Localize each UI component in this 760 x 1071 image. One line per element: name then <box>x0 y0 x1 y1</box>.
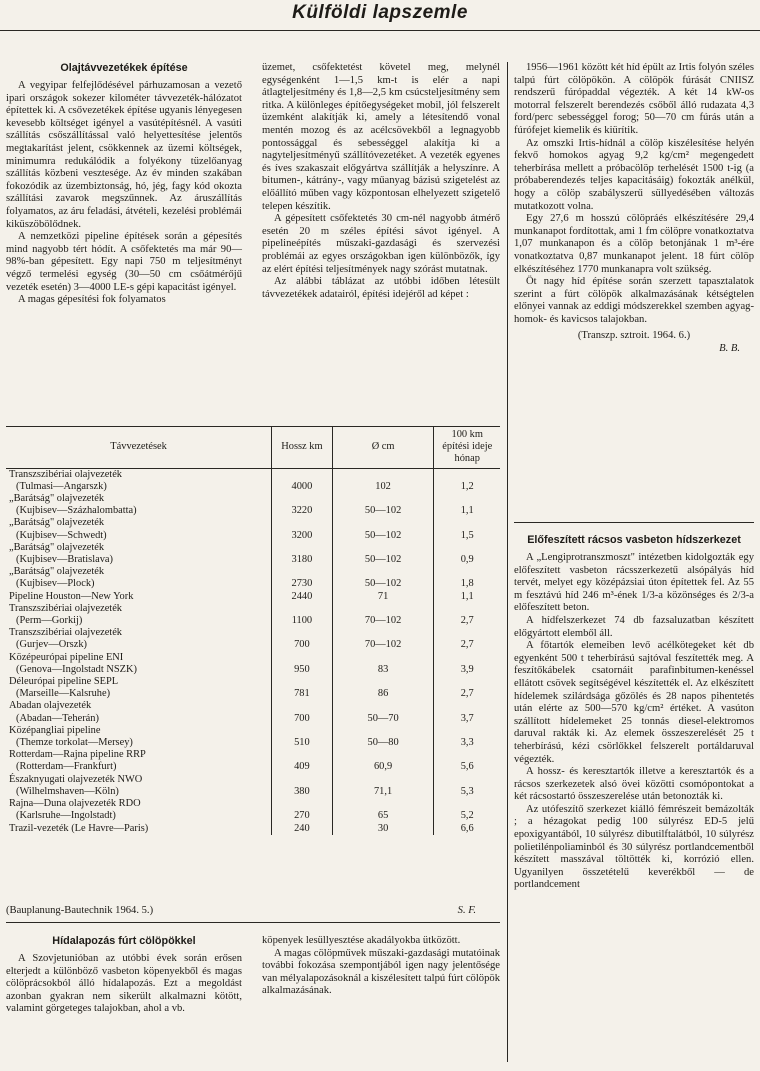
length-cell: 4000 <box>272 481 333 493</box>
table-row <box>6 554 500 566</box>
article2-column3 <box>514 62 754 356</box>
length-cell: 510 <box>272 737 333 749</box>
pipeline-name: Déleurópai pipeline SEPL <box>9 676 119 688</box>
table-row <box>6 798 500 810</box>
length-cell: 3200 <box>272 530 333 542</box>
length-cell <box>272 749 333 761</box>
pipeline-route: (Perm—Gorkij) <box>16 615 83 627</box>
article1-paragraph: A gépesített csőfektetés 30 cm-nél nagyobb átmérő esetén 20 m széles építési sávot igényel. A pipelineépítés műszaki-gazdasági és szervezési problémái az egyes országokban igen különbözők, így az elért építési teljesítmények nagy szórást mutatnak. <box>262 213 500 275</box>
pipeline-name: Rotterdam—Rajna pipeline RRP <box>9 749 146 761</box>
pipeline-name: Rajna—Duna olajvezeték RDO <box>9 798 141 810</box>
length-cell: 380 <box>272 786 333 798</box>
diameter-cell: 50—70 <box>332 713 434 725</box>
months-cell: 3,3 <box>434 737 500 749</box>
months-cell: 1,2 <box>434 481 500 493</box>
article3-divider <box>514 522 754 523</box>
pipeline-name: „Barátság" olajvezeték <box>9 566 105 578</box>
table-row <box>6 823 500 835</box>
pipeline-route: (Themze torkolat—Mersey) <box>16 737 133 749</box>
pipeline-name: Trazil-vezeték (Le Havre—Paris) <box>9 822 149 834</box>
article1-title: Olajtávvezetékek építése <box>60 62 188 74</box>
diameter-cell <box>332 725 434 737</box>
diameter-cell <box>332 517 434 529</box>
table-body <box>6 468 500 835</box>
diameter-cell: 71 <box>332 591 434 603</box>
article2-paragraph: A Szovjetunióban az utóbbi évek során erősen elterjedt a különböző vasbeton köpenyekből és magas cölöprácsokból álló hídalapozás. Ezt a megoldást azonban gyakran nem sikerült alkalmazni kötött, valamint görgeteges talajokban, ahol a vb. <box>6 953 242 1015</box>
header-length: Hossz km <box>272 427 333 469</box>
masthead: Külföldi lapszemle <box>292 2 468 23</box>
article-divider <box>6 922 500 923</box>
months-cell <box>434 676 500 688</box>
article2-column2 <box>262 935 500 998</box>
table-row <box>6 652 500 664</box>
months-cell: 3,9 <box>434 664 500 676</box>
months-cell <box>434 798 500 810</box>
months-cell: 6,6 <box>434 823 500 835</box>
months-cell <box>434 542 500 554</box>
diameter-cell: 60,9 <box>332 761 434 773</box>
article1-paragraph: A nemzetközi pipeline építések során a gépesítés mind nagyobb tért hódít. A csőfektetés ma már 90—98%-ban gépesített. Egy napi 750 m teljesítményt végző termelési egység (30—50 cm csőátmérőjű vezeték esetén) 3—4000 LE-s gépi kapacitást igényel. <box>6 231 242 293</box>
months-cell: 3,7 <box>434 713 500 725</box>
table-header-row <box>6 427 500 469</box>
table-row <box>6 603 500 615</box>
length-cell <box>272 676 333 688</box>
article2-paragraph: Az omszki Irtis-hídnál a cölöp kiszélesítése helyén fekvő homokos agyag 9,2 kg/cm² megengedett teherbírása mellett a próbacölöp terhelését 1500 t-ig (a próbaberendezés teljes kapacitásáig) fokozták anélkül, hogy a cölöp szabályszerű süllyedésében változás mutatkozott volna. <box>514 137 754 212</box>
table-row <box>6 530 500 542</box>
diameter-cell: 50—102 <box>332 505 434 517</box>
length-cell: 700 <box>272 713 333 725</box>
pipeline-route: (Kujbisev—Schwedt) <box>16 529 107 541</box>
length-cell <box>272 566 333 578</box>
article2-initials: B. B. <box>719 343 740 355</box>
length-cell: 3220 <box>272 505 333 517</box>
table-row <box>6 578 500 590</box>
diameter-cell: 102 <box>332 481 434 493</box>
months-cell <box>434 774 500 786</box>
diameter-cell <box>332 700 434 712</box>
article1-column2 <box>262 62 500 301</box>
article2-paragraph: Öt nagy híd építése során szerzett tapasztalatok szerint a fúrt cölöpök alkalmazásának kétségtelen előnyei vannak az eddigi módszerekkel szemben agyag-homok- és kavicsos talajokban. <box>514 276 754 325</box>
article1-paragraph: A magas gépesítési fok folyamatos <box>18 294 166 306</box>
months-cell: 0,9 <box>434 554 500 566</box>
diameter-cell <box>332 774 434 786</box>
article2-title: Hídalapozás fúrt cölöpökkel <box>52 935 196 947</box>
table-row <box>6 700 500 712</box>
column-separator <box>507 62 508 1062</box>
length-cell <box>272 517 333 529</box>
pipeline-name: Abadan olajvezeték <box>9 700 92 712</box>
table-row <box>6 725 500 737</box>
pipeline-name: „Barátság" olajvezeték <box>9 493 105 505</box>
table-row <box>6 761 500 773</box>
article1-source: (Bauplanung-Bautechnik 1964. 5.) <box>6 905 154 916</box>
pipeline-route: (Wilhelmshaven—Köln) <box>16 785 119 797</box>
table-row <box>6 713 500 725</box>
header-diameter: Ø cm <box>332 427 434 469</box>
length-cell <box>272 774 333 786</box>
months-cell <box>434 652 500 664</box>
diameter-cell: 50—102 <box>332 578 434 590</box>
pipeline-name: Középangliai pipeline <box>9 724 101 736</box>
table-row <box>6 481 500 493</box>
diameter-cell: 50—102 <box>332 554 434 566</box>
diameter-cell <box>332 493 434 505</box>
length-cell <box>272 542 333 554</box>
table-row <box>6 749 500 761</box>
months-cell: 2,7 <box>434 639 500 651</box>
table-row <box>6 627 500 639</box>
table-row <box>6 737 500 749</box>
pipeline-route: (Gurjev—Orszk) <box>16 639 87 651</box>
length-cell: 1100 <box>272 615 333 627</box>
length-cell: 781 <box>272 688 333 700</box>
article3-title: Előfeszített rácsos vasbeton hídszerkezet <box>527 534 741 546</box>
table-row <box>6 810 500 822</box>
months-cell <box>434 700 500 712</box>
length-cell: 2730 <box>272 578 333 590</box>
length-cell <box>272 652 333 664</box>
table-row <box>6 786 500 798</box>
header-pipeline: Távvezetések <box>6 427 272 469</box>
diameter-cell: 50—80 <box>332 737 434 749</box>
length-cell: 3180 <box>272 554 333 566</box>
length-cell: 2440 <box>272 591 333 603</box>
length-cell <box>272 627 333 639</box>
months-cell <box>434 627 500 639</box>
length-cell: 270 <box>272 810 333 822</box>
table-row <box>6 664 500 676</box>
article3-paragraph: A „Lengiprotranszmoszt" intézetben kidolgozták egy előfeszített vasbeton rácsszerkezetű alsópályás híd tervét, melyet egy középázsiai úton építettek fel. Az 55 m fesztávú híd 246 m³-ének 1/3-a közönséges és 2/3-a előfeszített beton. <box>514 552 754 614</box>
length-cell <box>272 603 333 615</box>
length-cell <box>272 798 333 810</box>
months-cell <box>434 603 500 615</box>
diameter-cell <box>332 798 434 810</box>
diameter-cell <box>332 542 434 554</box>
table-row <box>6 774 500 786</box>
length-cell <box>272 493 333 505</box>
article2-column1 <box>6 935 242 1016</box>
article1-column1 <box>6 62 242 307</box>
table-row <box>6 468 500 481</box>
article1-paragraph: A vegyipar felfejlődésével párhuzamosan a vezető ipari országok sokezer kilométer távvezeték-hálózatot építettek ki. A csővezetékek építése ugyanis lényegesen kevesebb költséget igényel a vasútépítésnél. A vasúti szállítás csőszállítással való helyettesítése jelentős megtakarítást jelent, csökkennek az üzemi költségek, minimumra redukálódik a folyékony tüzelőanyag szállítás közbeni vesztesége. Az év minden szakában fokozódik az üzembiztonság, hó, jég, fagy kód okozta szállítási zavarok megszűnnek. Az áruszállítás folyamatos, az áru feladási, átvételi, kezelési problémái kiküszöbölődnek. <box>6 80 242 230</box>
pipeline-name: Középeurópai pipeline ENI <box>9 651 124 663</box>
header-build-time: 100 km építési ideje hónap <box>434 427 500 469</box>
months-cell: 5,2 <box>434 810 500 822</box>
diameter-cell <box>332 603 434 615</box>
article2-paragraph: A magas cölöpművek műszaki-gazdasági mutatóinak további fokozása szempontjából igen nagy jelentősége van mélyalapozásoknál a kiszélesített talpú fúrt cölöpök alkalmazásának. <box>262 947 500 997</box>
diameter-cell: 70—102 <box>332 615 434 627</box>
article1-paragraph: üzemet, csőfektetést követel meg, melynél egységenként 1—1,5 km-t is elér a napi átlagteljesítmény és 1,8—2,5 km csúcsteljesítmény sem ritka. A különleges építőegységeket mobil, jól felszerelt üzemként alakítják ki, amely a létesítendő vonal mentén mozog és az acélcsövekből a legnagyobb pontossággal és sebességgel alakítja ki a nagyteljesítményű szállítóvezetéket. A vezeték egyenes és íves szakaszait előgyártva szállítják a helyszínre. A bitumen-, kátrány-, vagy műanyag bázisú szigetelést az előállító műben vagy központosan elhelyezett szigetelő telepen készítik. <box>262 62 500 212</box>
pipeline-route: (Marseille—Kalsruhe) <box>16 688 111 700</box>
pipeline-route: (Kujbisev—Bratislava) <box>16 554 113 566</box>
months-cell <box>434 566 500 578</box>
months-cell: 5,3 <box>434 786 500 798</box>
table-row <box>6 639 500 651</box>
article1-initials: S. F. <box>457 905 476 916</box>
pipeline-route: (Kujbisev—Százhalombatta) <box>16 505 137 517</box>
months-cell: 1,5 <box>434 530 500 542</box>
months-cell <box>434 468 500 481</box>
pipeline-name: Transzszibériai olajvezeték <box>9 602 123 614</box>
table-row <box>6 591 500 603</box>
table-row <box>6 688 500 700</box>
table-row <box>6 615 500 627</box>
article2-source: (Transzp. sztroit. 1964. 6.) <box>577 330 691 342</box>
length-cell: 950 <box>272 664 333 676</box>
months-cell <box>434 493 500 505</box>
diameter-cell: 70—102 <box>332 639 434 651</box>
diameter-cell <box>332 566 434 578</box>
length-cell <box>272 700 333 712</box>
diameter-cell: 50—102 <box>332 530 434 542</box>
diameter-cell: 30 <box>332 823 434 835</box>
diameter-cell <box>332 749 434 761</box>
article3-column <box>514 534 754 892</box>
pipeline-table <box>6 426 500 835</box>
table-row <box>6 542 500 554</box>
months-cell: 1,1 <box>434 505 500 517</box>
pipeline-name: Transzszibériai olajvezeték <box>9 627 123 639</box>
diameter-cell: 71,1 <box>332 786 434 798</box>
months-cell: 1,8 <box>434 578 500 590</box>
pipeline-name: Északnyugati olajvezeték NWO <box>9 773 143 785</box>
diameter-cell <box>332 652 434 664</box>
table-row <box>6 566 500 578</box>
months-cell: 2,7 <box>434 615 500 627</box>
pipeline-route: (Karlsruhe—Ingolstadt) <box>16 810 116 822</box>
months-cell: 5,6 <box>434 761 500 773</box>
pipeline-name: Pipeline Houston—New York <box>9 590 134 602</box>
masthead-rule <box>0 30 760 31</box>
pipeline-route: (Genova—Ingolstadt NSZK) <box>16 663 137 675</box>
length-cell <box>272 468 333 481</box>
diameter-cell: 86 <box>332 688 434 700</box>
table-row <box>6 517 500 529</box>
diameter-cell: 65 <box>332 810 434 822</box>
pipeline-route: (Tulmasi—Angarszk) <box>16 480 107 492</box>
article2-paragraph: Egy 27,6 m hosszú cölöpráés elkészítésére 29,4 munkanapot fordítottak, ami 1 fm cölöpre vonatkoztatva 1,07 munkanapon és a cölöp betonjának 1 m³-ére vonatkoztatva 0,87 munkanapot jelent. 18 fúrt cölöp elkészítéséhez 1770 munkanapra volt szükség. <box>514 213 754 275</box>
article3-paragraph: Az utófeszítő szerkezet kiálló fémrészeit bemázolták ; a hézagokat pedig 100 súlyrész ED-5 jelű epoxigyantából, 10 súlyrész dibutilftalátból, 10 súlyrész polietilénpoliaminból és 30 súlyrész portlandcementből készített masszával töltötték ki, korrózió ellen. Ugyanilyen összetételű keverékből — de portlandcement <box>514 803 754 891</box>
pipeline-name: Transzszibériai olajvezeték <box>9 468 123 480</box>
diameter-cell <box>332 676 434 688</box>
months-cell <box>434 725 500 737</box>
length-cell <box>272 725 333 737</box>
length-cell: 240 <box>272 823 333 835</box>
article2-paragraph: köpenyek lesüllyesztése akadályokba ütközött. <box>262 935 461 946</box>
length-cell: 700 <box>272 639 333 651</box>
diameter-cell: 83 <box>332 664 434 676</box>
article2-paragraph: 1956—1961 között két híd épült az Irtis folyón széles talpú fúrt cölöpökön. A cölöpök fúrását CNIISZ rendszerű fúrópaddal végezték. A két 14 kW-os motorral felszerelt berendezés csőből álló rudazata 4,3 ford/perc sebességgel forog; 50—70 cm fúrás után a fúrófejet kiemelik és kiürítik. <box>514 62 754 136</box>
article1-footer <box>6 905 500 916</box>
months-cell: 1,1 <box>434 591 500 603</box>
pipeline-name: „Barátság" olajvezeték <box>9 517 105 529</box>
length-cell: 409 <box>272 761 333 773</box>
table-row <box>6 493 500 505</box>
diameter-cell <box>332 468 434 481</box>
article3-paragraph: A hossz- és keresztartók illetve a keresztartók és a rácsos szerkezetek alsó övei közötti csomópontokat a két rácsostartó összeszerelése után betonozták ki. <box>514 766 754 803</box>
months-cell <box>434 749 500 761</box>
table-row <box>6 676 500 688</box>
article3-paragraph: A főtartók elemeiben levő acélkötegeket két db egyenként 500 t teherbírású sajtóval feszítették meg. A feszítőkábelek csatornáit parafinbitumen-kenéssel ellátott csövek segítségével készítették el. Az elkészített hídelemek szilárdsága gőzölés és 28 napos pihentetés után elérte az 500—570 kg/cm² értéket. A vasúton szállított hídelemeket 25 tonnás diesel-elektromos daruval rakták ki. Az elemek összeszerelését 25 t teherbírású, kézi csörlőkkel felszerelt portáldaruval végezték. <box>514 640 754 765</box>
diameter-cell <box>332 627 434 639</box>
pipeline-route: (Rotterdam—Frankfurt) <box>16 761 117 773</box>
pipeline-route: (Kujbisev—Plock) <box>16 578 95 590</box>
months-cell <box>434 517 500 529</box>
article1-paragraph: Az alábbi táblázat az utóbbi időben létesült távvezetékek adatairól, építési idejéről ad képet : <box>262 276 500 300</box>
pipeline-route: (Abadan—Teherán) <box>16 712 99 724</box>
table-row <box>6 505 500 517</box>
months-cell: 2,7 <box>434 688 500 700</box>
pipeline-name: „Barátság" olajvezeték <box>9 541 105 553</box>
article3-paragraph: A hídfelszerkezet 74 db fazsaluzatban készített előgyártott elemből áll. <box>514 614 754 639</box>
